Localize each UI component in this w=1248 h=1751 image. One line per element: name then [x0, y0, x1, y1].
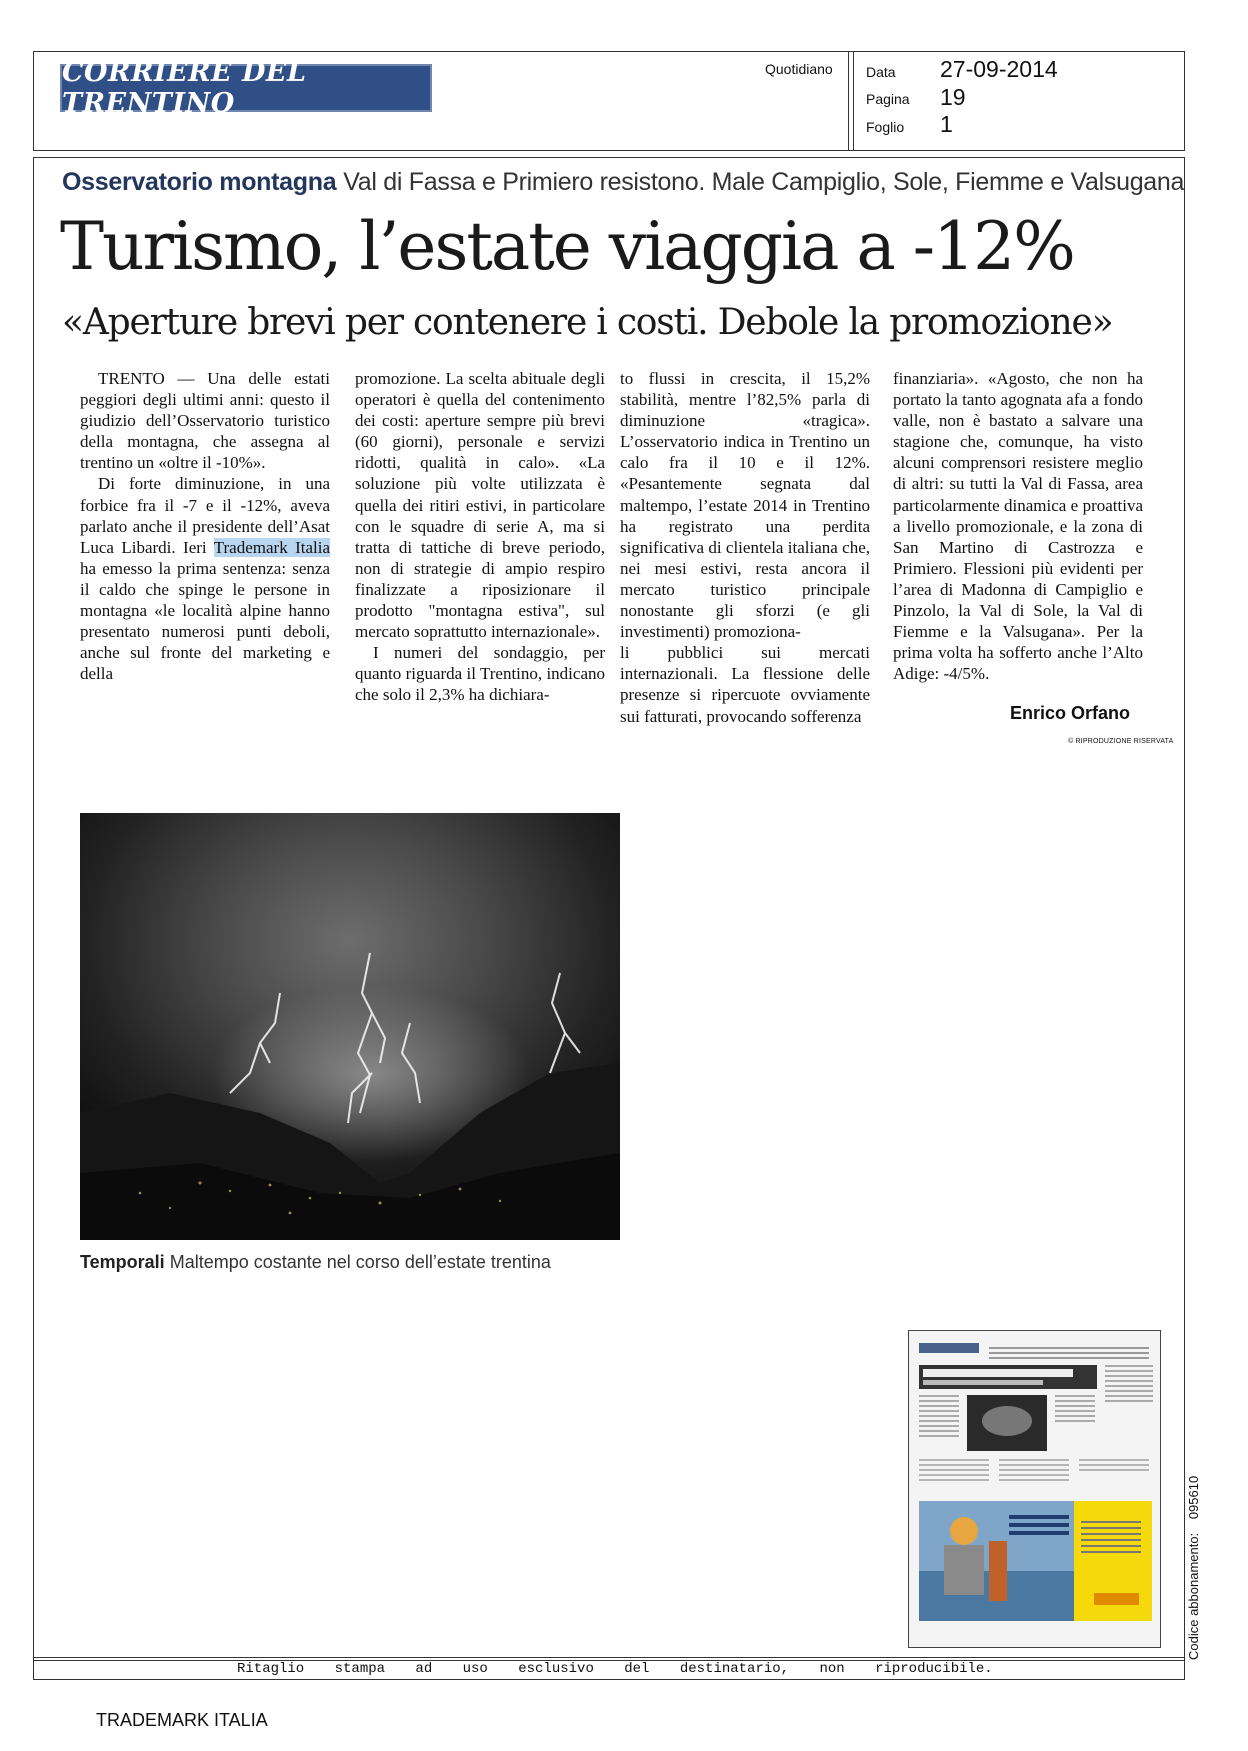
- column-2-paragraph-1: promozione. La scelta abituale degli operatori è quella del contenimento dei costi: aperture sempre più brevi (60 giorni), personale e servizi ridotti, qualità in calo». «La soluzione più volte utilizzata è quella dei ritiri estivi, in particolare con le squadre di serie A, ma si tratta di tattiche di breve periodo, non di strategie di ampio respiro finalizzate a riposizionare il prodotto "montagna estiva", sul mercato soprattutto internazionale».: [355, 369, 605, 642]
- header-divider: [848, 51, 854, 151]
- article-column-3: [620, 368, 870, 727]
- sheet-value: 1: [940, 111, 953, 137]
- article-column-1: [80, 368, 330, 684]
- highlighted-client-name: Trademark Italia: [213, 537, 331, 557]
- kicker-text: Val di Fassa e Primiero resistono. Male Campiglio, Sole, Fiemme e Valsugana: [343, 168, 1185, 196]
- reproduction-notice: Ritaglio stampa ad uso esclusivo del destinatario, non riproducibile.: [237, 1661, 993, 1677]
- article-kicker: [62, 168, 1184, 197]
- storm-photo: [80, 813, 620, 1240]
- subscription-code: [1186, 1476, 1201, 1660]
- column-3-paragraph-2: li pubblici sui mercati internazionali. La flessione delle presenze si ripercuote ovviamente sui fatturati, provocando sofferenza: [620, 643, 870, 726]
- newspaper-masthead: [60, 57, 432, 119]
- caption-label: Temporali: [80, 1252, 165, 1272]
- caption-text: Maltempo costante nel corso dell’estate trentina: [169, 1252, 551, 1272]
- column-2-paragraph-2: I numeri del sondaggio, per quanto riguarda il Trentino, indicano che solo il 2,3% ha dichiara-: [355, 643, 605, 705]
- rights-notice: © RIPRODUZIONE RISERVATA: [1068, 738, 1174, 745]
- kicker-section: Osservatorio montagna: [62, 168, 337, 196]
- masthead-title: CORRIERE DEL TRENTINO: [62, 57, 307, 119]
- column-3-paragraph-1: to flussi in crescita, il 15,2% stabilità, mentre l’82,5% parla di diminuzione «tragica». L’osservatorio indica in Trentino un calo fra il 10 e il 12%. «Pesantemente segnata dal maltempo, l’estate 2014 in Trentino ha registrato una perdita significativa di clientela italiana che, nei mesi estivi, resta ancora il mercato turistico principale nonostante gli sforzi (e gli investimenti) promoziona-: [620, 369, 870, 642]
- article-byline: Enrico Orfano: [1010, 703, 1131, 723]
- client-name: TRADEMARK ITALIA: [96, 1710, 268, 1730]
- publication-type: Quotidiano: [765, 61, 833, 77]
- lightning-image: [80, 813, 620, 1240]
- article-column-4: [893, 368, 1143, 684]
- newspaper-page-preview: [909, 1331, 1161, 1648]
- page-label: Pagina: [866, 91, 910, 107]
- paragraph-text: Di forte diminuzione, in una forbice fra il -7 e il -12%, aveva parlato anche il presidente dell’Asat Luca Libardi. Ieri: [80, 474, 330, 557]
- page-value: 19: [940, 84, 966, 110]
- column-1-paragraph-1: TRENTO — Una delle estati peggiori degli ultimi anni: questo il giudizio dell’Osservatorio turistico della montagna, che assegna al trentino un «oltre il -10%».: [80, 369, 330, 473]
- date-value: 27-09-2014: [940, 56, 1058, 82]
- sheet-label: Foglio: [866, 119, 905, 135]
- column-4-paragraph-1: finanziaria». «Agosto, che non ha portato la tanto agognata afa a fondo valle, non è bastato a salvare una stagione che, comunque, ha visto alcuni comprensori resistere meglio di altri: su tutti la Val di Fassa, area particolarmente dinamica e proattiva a livello promozionale, e la zona di San Martino di Castrozza e Primiero. Flessioni più evidenti per l’area di Madonna di Campiglio e Pinzolo, la Val di Sole, la Val di Fiemme e la Valsugana». Per la prima volta ha sofferto anche l’Alto Adige: -4/5%.: [893, 369, 1143, 684]
- photo-caption: [80, 1252, 551, 1273]
- paragraph-text: ha emesso la prima sentenza: senza il caldo che spinge le persone in montagna «le località alpine hanno presentato numerosi punti deboli, anche sul fronte del marketing e della: [80, 558, 330, 684]
- date-label: Data: [866, 64, 896, 80]
- page-thumbnail: [908, 1330, 1161, 1648]
- column-1-paragraph-2: [80, 473, 330, 684]
- subscription-code-label: Codice abbonamento:: [1186, 1532, 1201, 1660]
- article-subtitle: «Aperture brevi per contenere i costi. Debole la promozione»: [62, 302, 1113, 343]
- article-column-2: [355, 368, 605, 706]
- subscription-code-value: 095610: [1186, 1475, 1201, 1520]
- article-headline: Turismo, l’estate viaggia a -12%: [60, 208, 1074, 285]
